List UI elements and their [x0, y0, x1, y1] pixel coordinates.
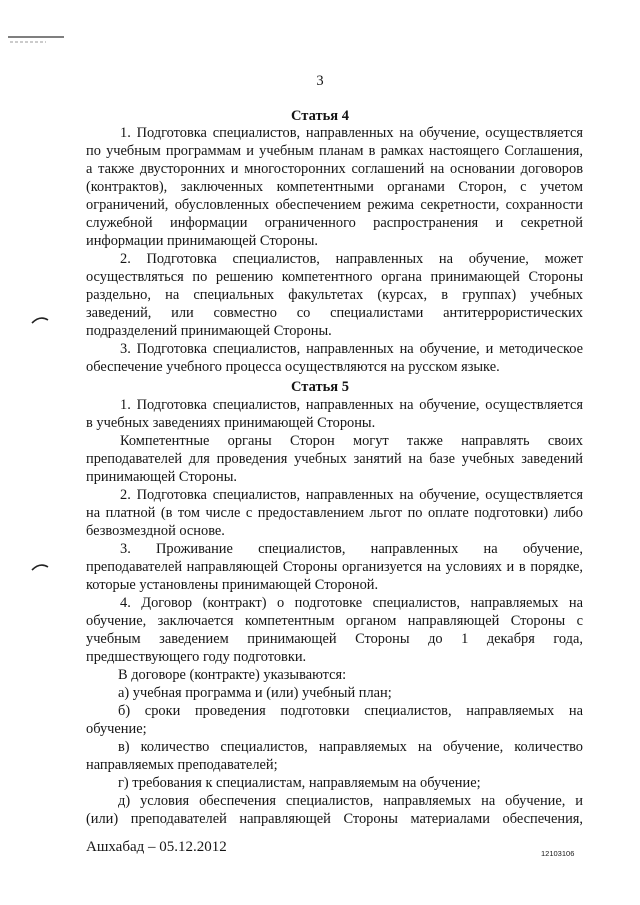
text-line: заведений, или совместно со специалистами антитеррористических — [86, 305, 583, 321]
text-line: осуществляться по решению компетентного органа принимающей Стороны — [86, 269, 583, 285]
article-5-heading: Статья 5 — [291, 379, 349, 395]
text-line: которые установлены принимающей Стороной. — [86, 577, 379, 593]
text-line: на платной (в том числе с предоставлением льгот по оплате подготовки) либо — [86, 505, 583, 521]
text-line: г) требования к специалистам, направляемым на обучение; — [118, 775, 481, 791]
text-line: 1. Подготовка специалистов, направленных на обучение, осуществляется — [120, 125, 583, 141]
text-line: 3. Проживание специалистов, направленных на обучение, — [120, 541, 583, 557]
text-line: (контрактов), заключенных компетентными органами Сторон, с учетом — [86, 179, 583, 195]
text-line: 3. Подготовка специалистов, направленных на обучение, и методическое — [120, 341, 583, 357]
text-line: учебным заведением принимающей Стороны до 1 декабря года, — [86, 631, 583, 647]
text-line: преподавателей для проведения учебных занятий на базе учебных заведений — [86, 451, 583, 467]
footer-document-code: 12103106 — [541, 849, 575, 858]
text-line: (или) преподавателей направляющей Стороны материалами обеспечения, — [86, 811, 583, 827]
punch-hole-mark-lower — [30, 561, 50, 573]
text-line: преподавателей направляющей Стороны организуется на условиях и в порядке, — [86, 559, 583, 575]
article-4-heading: Статья 4 — [291, 108, 349, 124]
text-line: 2. Подготовка специалистов, направленных на обучение, осуществляется — [120, 487, 583, 503]
text-line: информации принимающей Стороны. — [86, 233, 318, 249]
text-line: раздельно, на специальных факультетах (курсах, в группах) учебных — [86, 287, 583, 303]
text-line: д) условия обеспечения специалистов, направляемых на обучение, и — [118, 793, 583, 809]
page-number: 3 — [316, 73, 324, 89]
text-line: 1. Подготовка специалистов, направленных на обучение, осуществляется — [120, 397, 583, 413]
text-line: обеспечение учебного процесса осуществляются на русском языке. — [86, 359, 500, 375]
text-line: а) учебная программа и (или) учебный план; — [118, 685, 392, 701]
text-line: подразделений принимающей Стороны. — [86, 323, 332, 339]
text-line: 4. Договор (контракт) о подготовке специалистов, направляемых на — [120, 595, 583, 611]
text-line: направляемых преподавателей; — [86, 757, 278, 773]
text-line: ограничений, обусловленных обеспечением режима секретности, сохранности — [86, 197, 583, 213]
text-line: по учебным программам и учебным планам в рамках настоящего Соглашения, — [86, 143, 583, 159]
text-line: обучение, заключается компетентным органом направляющей Стороны с — [86, 613, 583, 629]
text-line: обучение; — [86, 721, 147, 737]
text-line: служебной информации ограниченного распространения и секретной — [86, 215, 583, 231]
text-line: Компетентные органы Сторон могут также направлять своих — [120, 433, 583, 449]
text-line: б) сроки проведения подготовки специалистов, направляемых на — [118, 703, 583, 719]
text-line: 2. Подготовка специалистов, направленных на обучение, может — [120, 251, 583, 267]
text-line: безвозмездной основе. — [86, 523, 225, 539]
punch-hole-mark-upper — [30, 314, 50, 326]
text-line: В договоре (контракте) указываются: — [118, 667, 347, 683]
text-line: предшествующего году подготовки. — [86, 649, 307, 665]
text-line: в учебных заведениях принимающей Стороны. — [86, 415, 376, 431]
text-line: в) количество специалистов, направляемых на обучение, количество — [118, 739, 583, 755]
text-line: принимающей Стороны. — [86, 469, 237, 485]
footer-city-date: Ашхабад – 05.12.2012 — [86, 839, 227, 855]
text-line: а также двусторонних и многосторонних соглашений на основании договоров — [86, 161, 583, 177]
scan-dash-mark — [6, 34, 66, 44]
